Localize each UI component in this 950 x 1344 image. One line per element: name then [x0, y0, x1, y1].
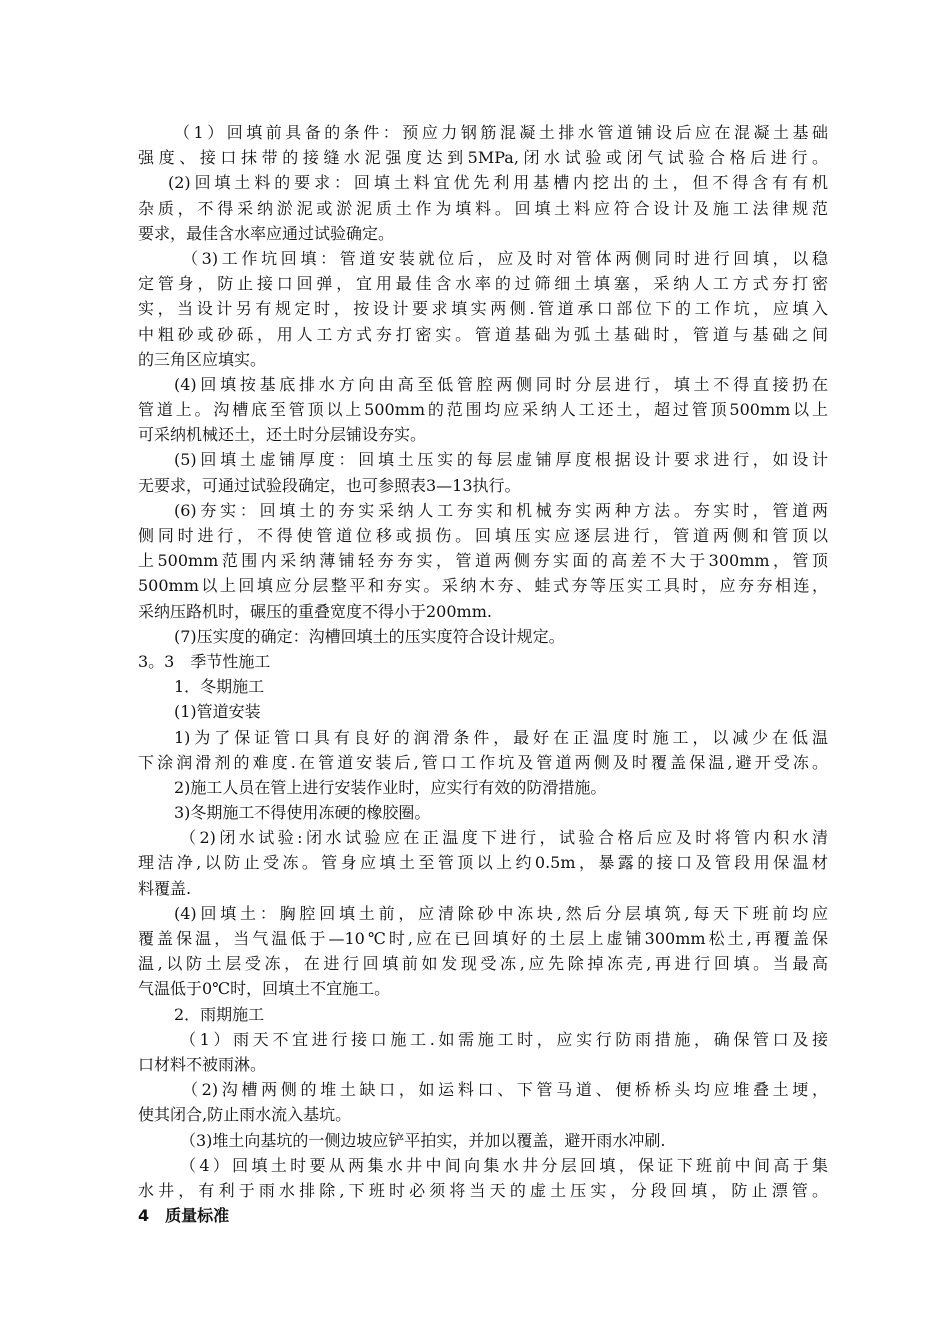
text-line: 要求，最佳含水率应通过试验确定。 — [138, 223, 395, 243]
text-line: 料覆盖. — [138, 878, 192, 898]
text-line: （4）回填土时要从两集水井中间向集水井分层回填，保证下班前中间高于集 — [180, 1155, 828, 1175]
text-line: 水井，有利于雨水排除,下班时必须将当天的虚土压实，分段回填，防止漂管。 — [138, 1180, 828, 1200]
document-page — [138, 120, 828, 1228]
text-line: (1)管道安装 — [174, 702, 261, 722]
text-line: (4)回填土：胸腔回填土前，应清除砂中冻块,然后分层填筑,每天下班前均应 — [174, 903, 828, 923]
text-line: 中粗砂或砂砾，用人工方式夯打密实。管道基础为弧土基础时，管道与基础之间 — [138, 324, 828, 344]
text-line: 使其闭合,防止雨水流入基坑。 — [138, 1105, 352, 1125]
text-line: 实，当设计另有规定时，按设计要求填实两侧.管道承口部位下的工作坑，应填入 — [138, 299, 828, 319]
text-line: (5)回填土虚铺厚度：回填土压实的每层虚铺厚度根据设计要求进行，如设计 — [174, 450, 828, 470]
text-line: （1）雨天不宜进行接口施工.如需施工时，应实行防雨措施，确保管口及接 — [180, 1029, 828, 1049]
text-line: 下涂润滑剂的难度.在管道安装后,管口工作坑及管道两侧及时覆盖保温,避开受冻。 — [138, 752, 828, 772]
text-line: (6)夯实：回填土的夯实采纳人工夯实和机械夯实两种方法。夯实时，管道两 — [174, 500, 828, 520]
text-line: 覆盖保温，当气温低于—10℃时,应在已回填好的土层上虚铺300mm松土,再覆盖保 — [138, 929, 828, 948]
text-line: 管道上。沟槽底至管顶以上500mm的范围均应采纳人工还土，超过管顶500mm以上 — [138, 400, 828, 420]
text-line: (7)压实度的确定：沟槽回填土的压实度符合设计规定。 — [174, 626, 565, 646]
text-line: 上500mm范围内采纳薄铺轻夯夯实，管道两侧夯实面的高差不大于300mm，管顶 — [138, 551, 828, 571]
text-line: （1）回填前具备的条件：预应力钢筋混凝土排水管道铺设后应在混凝土基础 — [174, 123, 828, 142]
text-line: （3)工作坑回填：管道安装就位后，应及时对管体两侧同时进行回填，以稳 — [182, 248, 828, 268]
text-line: 侧同时进行，不得使管道位移或损伤。回填压实应逐层进行，管道两侧和管顶以 — [138, 526, 828, 545]
text-line: 采纳压路机时，碾压的重叠宽度不得小于200mm. — [138, 601, 492, 621]
text-line: 强度、接口抹带的接缝水泥强度达到5MPa,闭水试验或闭气试验合格后进行。 — [138, 148, 828, 168]
text-line: (2)回填土料的要求：回填土料宜优先利用基槽内挖出的土，但不得含有有机 — [168, 173, 828, 193]
text-line: （3)堆土向基坑的一侧边坡应铲平拍实，并加以覆盖，避开雨水冲刷. — [180, 1130, 666, 1150]
text-line: 1)为了保证管口具有良好的润滑条件，最好在正温度时施工，以减少在低温 — [174, 727, 828, 747]
text-line: （2)闭水试验:闭水试验应在正温度下进行，试验合格后应及时将管内积水清 — [180, 828, 828, 848]
text-line: 的三角区应填实。 — [138, 349, 267, 369]
text-line: 温,以防土层受冻，在进行回填前如发现受冻,应先除掉冻壳,再进行回填。当最高 — [138, 954, 828, 974]
text-line: 2)施工人员在管上进行安装作业时，应实行有效的防滑措施。 — [174, 777, 607, 797]
text-line: 杂质，不得采纳淤泥或淤泥质土作为填料。回填土料应符合设计及施工法律规范 — [138, 198, 828, 218]
text-line: 3)冬期施工不得使用冻硬的橡胶圈。 — [174, 803, 431, 823]
text-line: (4)回填按基底排水方向由高至低管腔两侧同时分层进行，填土不得直接扔在 — [174, 374, 828, 394]
text-line: 500mm以上回填应分层整平和夯实。采纳木夯、蛙式夯等压实工具时，应夯夯相连， — [138, 576, 828, 596]
text-line: 口材料不被雨淋。 — [138, 1054, 267, 1074]
text-line: 定管身，防止接口回弹，宜用最佳含水率的过筛细土填塞，采纳人工方式夯打密 — [138, 274, 828, 294]
text-line: 1．冬期施工 — [174, 677, 265, 697]
text-line: 无要求，可通过试验段确定，也可参照表3—13执行。 — [138, 475, 521, 495]
text-line: 3。3 季节性施工 — [138, 651, 271, 671]
section-heading: 4 质量标准 — [138, 1206, 230, 1226]
text-line: 理洁净,以防止受冻。管身应填土至管顶以上约0.5m，暴露的接口及管段用保温材 — [138, 853, 828, 873]
text-line: 可采纳机械还土，还土时分层铺设夯实。 — [138, 425, 427, 445]
text-line: 2．雨期施工 — [174, 1004, 265, 1024]
text-line: （2)沟槽两侧的堆土缺口，如运料口、下管马道、便桥桥头均应堆叠土埂， — [182, 1080, 828, 1100]
text-line: 气温低于0℃时，回填土不宜施工。 — [138, 979, 391, 999]
